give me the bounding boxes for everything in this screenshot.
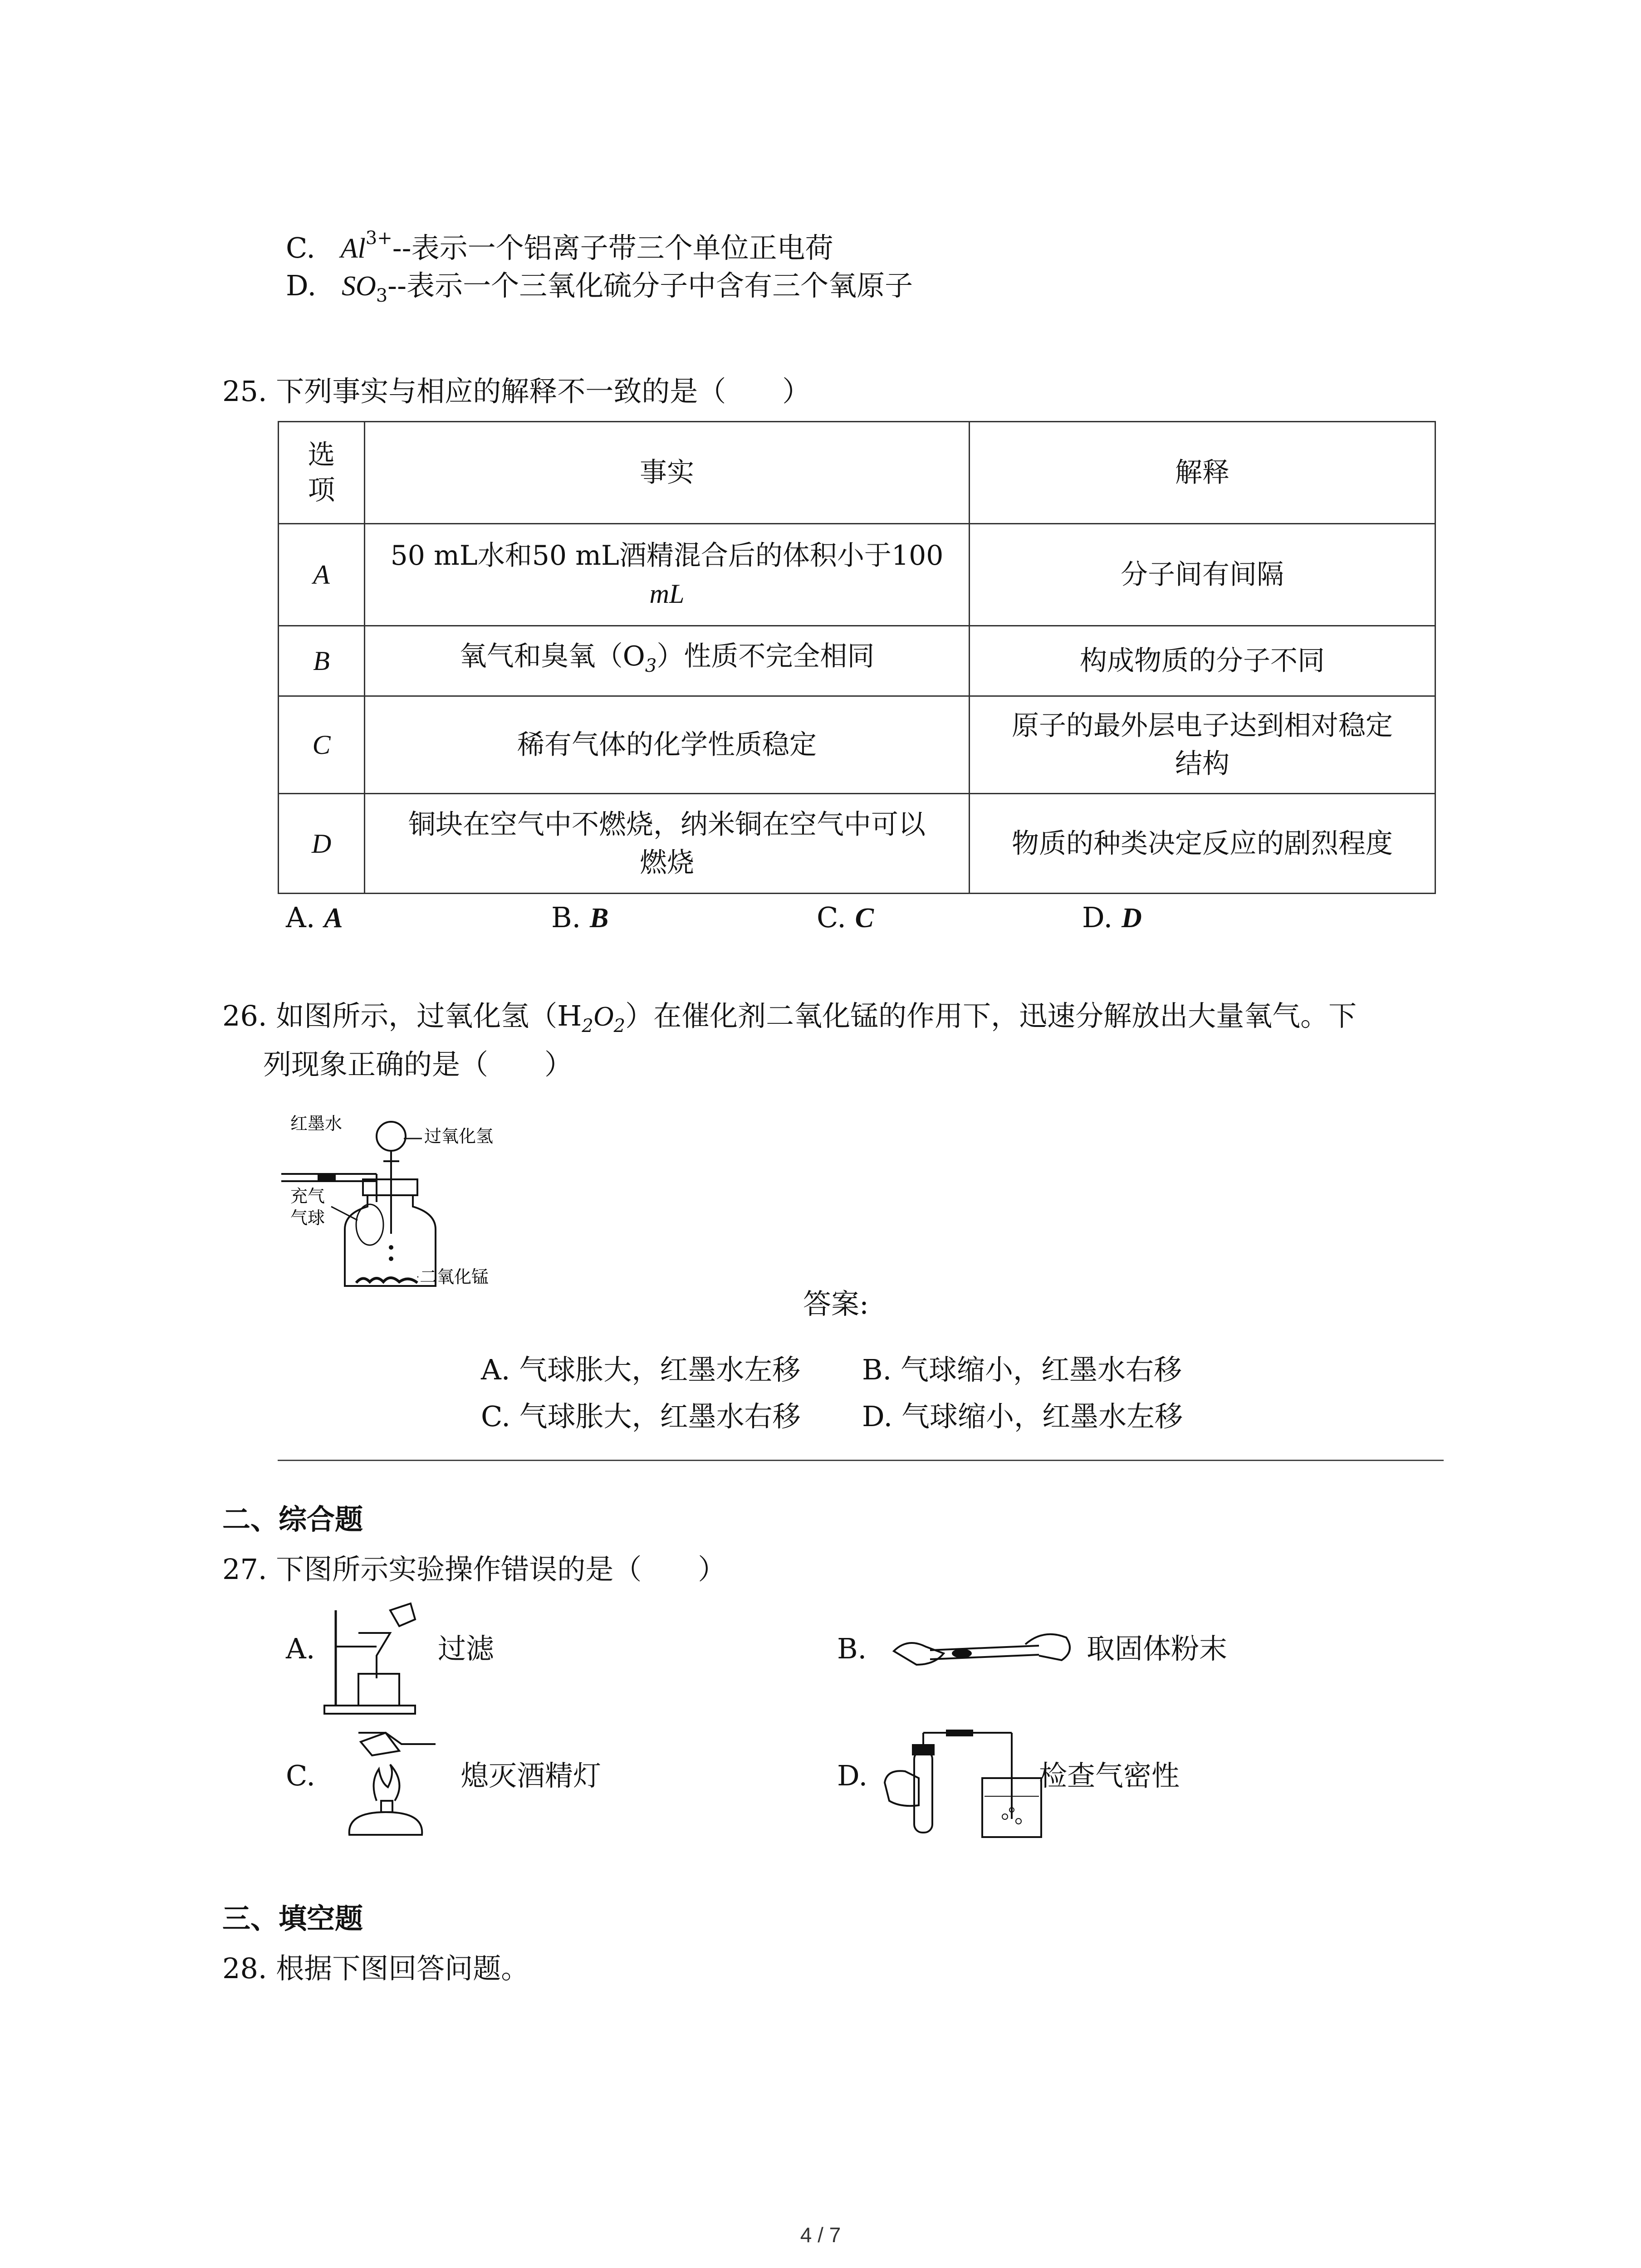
q26-apparatus-figure (272, 1111, 526, 1302)
q26-option-a[interactable]: A. 气球胀大，红墨水左移 (481, 1353, 801, 1386)
q26-option-c[interactable]: C. 气球胀大，红墨水右移 (481, 1400, 801, 1433)
alcohol-lamp-figure (322, 1724, 458, 1846)
q26-stem-line2: 列现象正确的是（ ） (263, 1048, 573, 1081)
q27-option-d-label[interactable]: D. (837, 1759, 868, 1792)
q27-option-c-label[interactable]: C. (286, 1759, 315, 1792)
table-row (279, 696, 1435, 794)
row-explanation: 原子的最外层电子达到相对稳定 结构 (970, 696, 1435, 794)
page-number: 4 / 7 (800, 2223, 841, 2247)
table-row (279, 794, 1435, 894)
header-explanation: 解释 (970, 422, 1435, 524)
mno2-powder-icon (356, 1278, 417, 1283)
label-mno2: 二氧化锰 (420, 1267, 489, 1287)
q25-choice-b[interactable]: B. B (551, 901, 609, 934)
label-ink: 红墨水 (290, 1114, 343, 1134)
q27-option-b-label[interactable]: B. (837, 1632, 867, 1665)
beaker-icon (358, 1674, 399, 1706)
row-fact: 铜块在空气中不燃烧，纳米铜在空气中可以 燃烧 (365, 794, 970, 894)
header-fact: 事实 (365, 422, 970, 524)
hand-left-icon (894, 1643, 944, 1665)
section-3-heading: 三、填空题 (222, 1902, 363, 1935)
q24-option-d: D. $SO_3--$表示一个三氧化硫分子中含有三个氧原子 (286, 269, 913, 306)
row-explanation: 构成物质的分子不同 (970, 626, 1435, 696)
header-option: 选 项 (279, 422, 365, 524)
row-explanation: 物质的种类决定反应的剧烈程度 (970, 794, 1435, 894)
airtightness-figure (882, 1728, 1050, 1842)
row-option: B (279, 626, 365, 696)
powder-transfer-figure (889, 1619, 1080, 1687)
label-h2o2: 过氧化氢 (424, 1126, 494, 1146)
balloon-icon (356, 1204, 383, 1245)
row-option: A (279, 524, 365, 626)
label-balloon-1: 充气 (290, 1186, 325, 1206)
q26-answer-label: 答案: (803, 1287, 869, 1320)
hand-right-icon (1025, 1634, 1070, 1660)
q25-choice-a[interactable]: A. A (286, 901, 343, 934)
row-option: C (279, 696, 365, 794)
lamp-icon (349, 1812, 422, 1835)
table-header-row (279, 422, 1435, 524)
beaker-pour-icon (390, 1603, 415, 1626)
filtration-figure (322, 1601, 426, 1719)
q26-option-d[interactable]: D. 气球缩小，红墨水左移 (862, 1400, 1183, 1433)
q27-option-b-text: 取固体粉末 (1087, 1632, 1228, 1665)
table-row (279, 626, 1435, 696)
q27-stem: 27. 下图所示实验操作错误的是（ ） (222, 1553, 726, 1586)
q25-choice-d[interactable]: D. D (1082, 901, 1142, 934)
section-2-heading: 二、综合题 (222, 1503, 363, 1536)
q25-table (278, 421, 1436, 894)
funnel-bulb-icon (377, 1122, 406, 1151)
q26-stem: 26. 如图所示，过氧化氢$(H_2O_2)$在催化剂二氧化锰的作用下，迅速分解放出大量氧气。下 (222, 999, 1357, 1036)
flame-icon (374, 1765, 400, 1801)
divider (278, 1460, 1444, 1461)
row-explanation: 分子间有间隔 (970, 524, 1435, 626)
test-tube-icon (930, 1655, 1039, 1659)
q25-choice-c[interactable]: C. C (817, 901, 874, 934)
q24-option-c: C. $Al^{3+}--$表示一个铝离子带三个单位正电荷 (286, 228, 833, 264)
q27-option-a-text: 过滤 (438, 1632, 495, 1665)
q27-option-d-text: 检查气密性 (1039, 1759, 1180, 1792)
q26-option-b[interactable]: B. 气球缩小，红墨水右移 (862, 1353, 1182, 1386)
row-option: D (279, 794, 365, 894)
q28-stem: 28. 根据下图回答问题。 (222, 1952, 529, 1985)
row-fact: 氧气和臭氧$(O_3)$性质不完全相同 (365, 626, 970, 696)
cap-in-hand-icon (358, 1733, 436, 1755)
q25-stem: 25. 下列事实与相应的解释不一致的是（ ） (222, 375, 811, 408)
q27-option-a-label[interactable]: A. (286, 1632, 315, 1665)
test-tube-icon (914, 1751, 932, 1833)
row-fact: 稀有气体的化学性质稳定 (365, 696, 970, 794)
q27-option-c-text: 熄灭酒精灯 (460, 1759, 602, 1792)
label-balloon-2: 气球 (290, 1208, 325, 1228)
funnel-icon (358, 1633, 390, 1678)
ink-drop-icon (318, 1174, 336, 1181)
row-fact: 50 mL水和50 mL酒精混合后的体积小于100 mL (365, 524, 970, 626)
table-row (279, 524, 1435, 626)
